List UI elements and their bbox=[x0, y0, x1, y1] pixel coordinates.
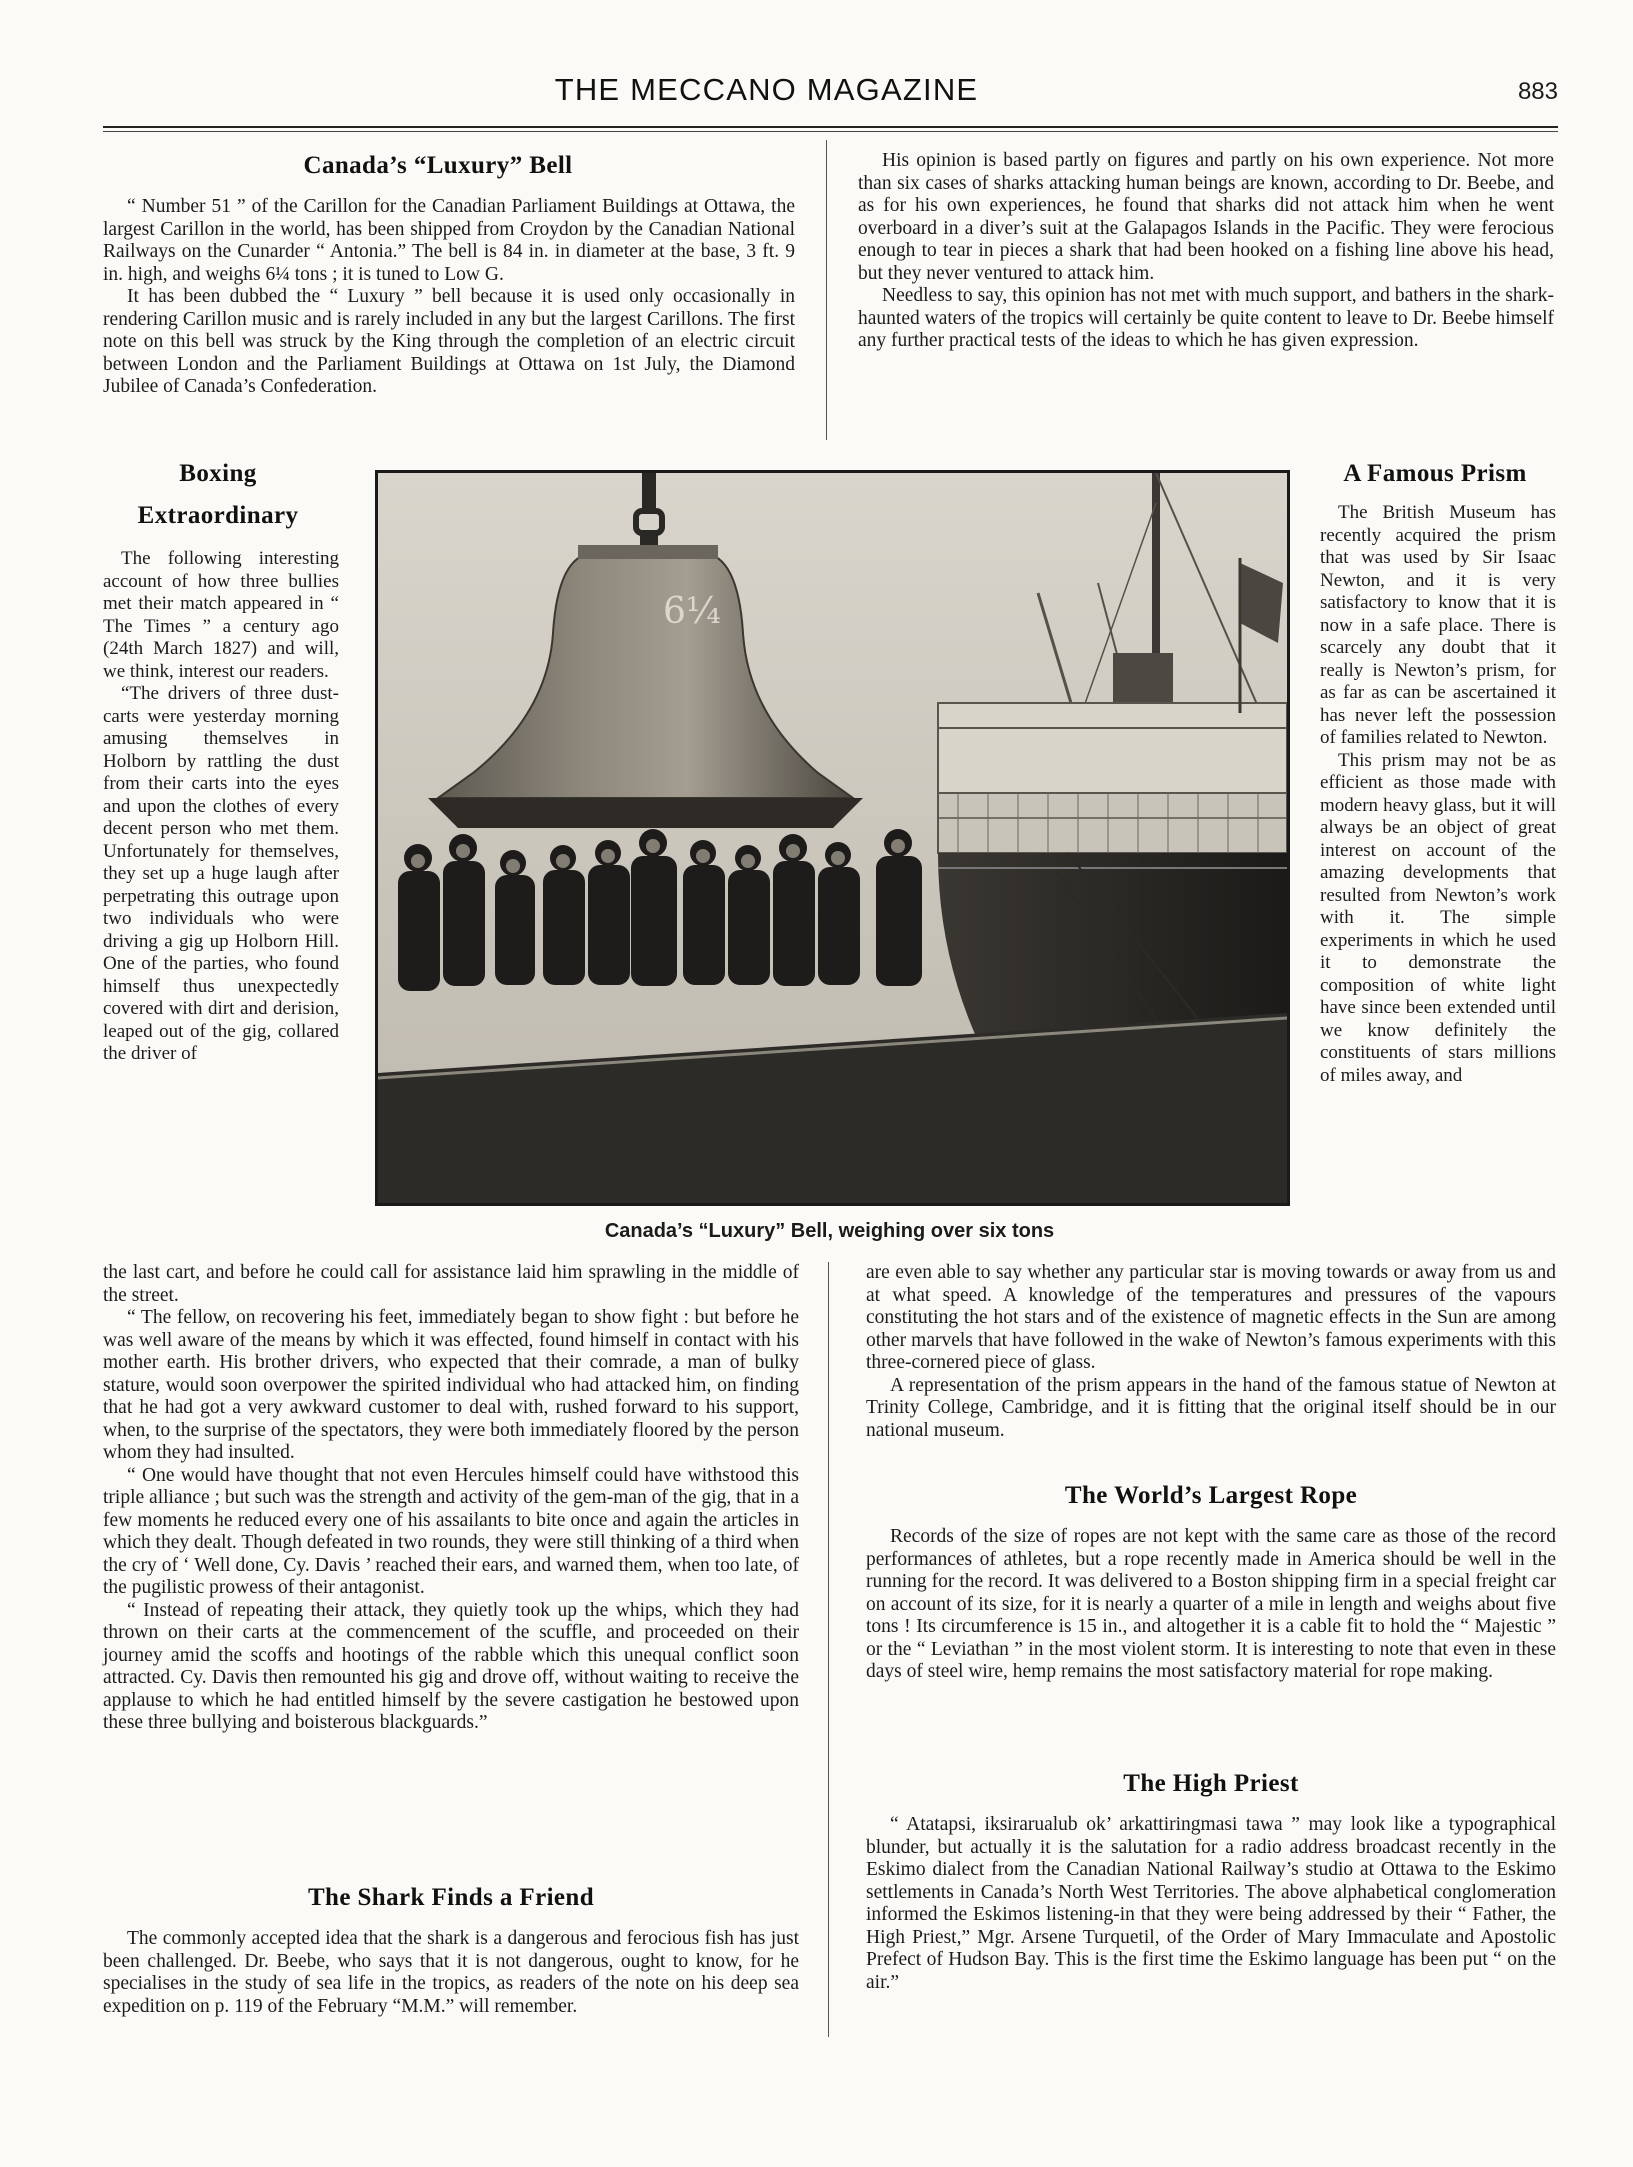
paragraph: It has been dubbed the “ Luxury ” bell because it is used only occasionally in rendering Carillon music and is rarely included in any but the largest Carillons. The first note on this bell was struck by the King through the completion of an electric circuit between London and the Parliament Buildings at Ottawa on 1st July, the Diamond Jubilee of Canada’s Confederation. bbox=[103, 286, 795, 397]
article-shark-continued bbox=[858, 150, 1554, 353]
paragraph: the last cart, and before he could call for assistance laid him sprawling in the middle of the street. bbox=[103, 1262, 799, 1306]
paragraph: Records of the size of ropes are not kept with the same care as those of the record performances of athletes, but a rope recently made in America should be well in the running for the record. It was delivered to a Boston shipping firm in a special freight car on account of its size, for it is nearly a quarter of a mile in length and weighs about five tons ! Its circumference is 15 in., and altogether it is a cable fit to hold the “ Majestic ” or the “ Leviathan ” in the most violent storm. It is interesting to note that even in these days of steel wire, hemp remains the most satisfactory material for rope making. bbox=[866, 1526, 1556, 1682]
paragraph: His opinion is based partly on figures and partly on his own experience. Not more than six cases of sharks attacking human beings are known, according to Dr. Beebe, and as for his own experiences, he found that sharks did not attack him when he went overboard in a diver’s suit at the Galapagos Islands in the Pacific. They were ferocious enough to tear in pieces a shark that had been hooked on a fishing line above his head, but they never ventured to attack him. bbox=[858, 150, 1554, 284]
paragraph: This prism may not be as efficient as those made with modern heavy glass, but it will always be an object of great interest on account of the amazing developments that resulted from Newton’s work with it. The simple experiments in which he used it to demonstrate the composition of white light have since been extended until we know definitely the constituents of stars millions of miles away, and bbox=[1320, 749, 1556, 1086]
bell-photo-illustration bbox=[378, 473, 1287, 1203]
paragraph: “The drivers of three dust-carts were yesterday morning amusing themselves in Holborn by rattling the dust from their carts into the eyes and upon the clothes of every decent person who met them. Unfortunately for themselves, they set up a huge laugh after perpetrating this outrage upon two individuals who were driving a gig up Holborn Hill. One of the parties, who found himself thus unexpectedly covered with dirt and derision, leaped out of the gig, collared the driver of bbox=[103, 683, 339, 1064]
paragraph: The commonly accepted idea that the shark is a dangerous and ferocious fish has just been challenged. Dr. Beebe, who says that it is not dangerous, ought to know, for he specialises in the study of sea life in the tropics, as readers of the note on his deep sea expedition on p. 119 of the February “M.M.” will remember. bbox=[103, 1928, 799, 2017]
bell-marking: 6¼ bbox=[663, 591, 721, 632]
paragraph: Needless to say, this opinion has not met with much support, and bathers in the shark-haunted waters of the tropics will certainly be quite content to leave to Dr. Beebe himself any further practical tests of the ideas to which he has given expression. bbox=[858, 285, 1554, 351]
article-boxing-continued bbox=[103, 1262, 799, 1735]
column-divider-top bbox=[826, 140, 827, 440]
paragraph: A representation of the prism appears in the hand of the famous statue of Newton at Trinity College, Cambridge, and it is fitting that the original itself should be in our national museum. bbox=[866, 1374, 1556, 1441]
article-prism-continued bbox=[866, 1262, 1556, 1442]
paragraph: The British Museum has recently acquired the prism that was used by Sir Isaac Newton, and it is very satisfactory to know that it is now in a safe place. There is scarcely any doubt that it really is Newton’s prism, for as far as can be ascertained it has never left the possession of families related to Newton. bbox=[1320, 502, 1556, 748]
heading-famous-prism: A Famous Prism bbox=[1343, 460, 1527, 487]
article-luxury-bell bbox=[103, 196, 795, 399]
paragraph: “ Instead of repeating their attack, they quietly took up the whips, which they had thrown on their carts at the commencement of the scuffle, and proceeded on their journey amid the scoffs and hootings of the rabble which this unequal conflict soon attracted. Cy. Davis then remounted his gig and drove off, without waiting to receive the applause to which he had entitled himself by the severe castigation he bestowed upon these three bullying and boisterous blackguards.” bbox=[103, 1599, 799, 1733]
header-rule-thin bbox=[103, 131, 1558, 132]
article-shark bbox=[103, 1928, 799, 2018]
page-number: 883 bbox=[1517, 78, 1558, 105]
photo-luxury-bell bbox=[375, 470, 1290, 1206]
heading-shark-friend: The Shark Finds a Friend bbox=[307, 1884, 595, 1911]
paragraph: “ One would have thought that not even Hercules himself could have withstood this triple alliance ; but such was the strength and activity of the gem-man of the gig, that in a few moments he reduced every one of his assailants to bite once and again the articles in which they dealt. Though defeated in two rounds, they were still thinking of a third when the cry of ‘ Well done, Cy. Davis ’ reached their ears, and warned them, when too late, of the pugilistic prowess of their antagonist. bbox=[103, 1464, 799, 1598]
paragraph: The following interesting account of how three bullies met their match appeared in “ The Times ” a century ago (24th March 1827) and will, we think, interest our readers. bbox=[103, 548, 339, 682]
paragraph: “ The fellow, on recovering his feet, immediately began to show fight : but before he was well aware of the means by which it was effected, found himself in contact with his mother earth. His brother drivers, who expected that their comrade, a man of bulky stature, would soon overpower the spirited individual who had attacked him, on finding that he had got a very awkward customer to deal with, rushed forward to his support, when, to the surprise of the spectators, they were both immediately floored by the person whom they had insulted. bbox=[103, 1307, 799, 1463]
article-high-priest bbox=[866, 1814, 1556, 1994]
paragraph: “ Atatapsi, iksirarualub ok’ arkattiringmasi tawa ” may look like a typographical blunder, but actually it is the salutation for a radio address broadcast recently in the Eskimo dialect from the Canadian National Railway’s studio at Ottawa to the Eskimo settlements in Canada’s North West Territories. The above alphabetical conglomeration informed the Eskimos listening-in that they were being addressed by their “ Father, the High Priest,” Mgr. Arsene Turquetil, of the Order of Mary Immaculate and Apostolic Prefect of Hudson Bay. This is the first time the Eskimo language has been put “ on the air.” bbox=[866, 1814, 1556, 1993]
boxing-narrow-column bbox=[103, 548, 339, 1066]
article-rope bbox=[866, 1526, 1556, 1684]
heading-boxing-line2: Extraordinary bbox=[137, 502, 299, 529]
header-rule bbox=[103, 126, 1558, 128]
magazine-title: THE MECCANO MAGAZINE bbox=[554, 72, 979, 107]
column-divider-bottom bbox=[828, 1262, 829, 2037]
heading-high-priest: The High Priest bbox=[1123, 1770, 1299, 1797]
paragraph: “ Number 51 ” of the Carillon for the Canadian Parliament Buildings at Ottawa, the largest Carillon in the world, has been shipped from Croydon by the Canadian National Railways on the Cunarder “ Antonia.” The bell is 84 in. in diameter at the base, 3 ft. 9 in. high, and weighs 6¼ tons ; it is tuned to Low G. bbox=[103, 196, 795, 285]
paragraph: are even able to say whether any particular star is moving towards or away from us and at what speed. A knowledge of the temperatures and pressures of the vapours constituting the hot stars and of the existence of magnetic effects in the Sun are among other marvels that have followed in the wake of Newton’s famous experiments with this three-cornered piece of glass. bbox=[866, 1262, 1556, 1373]
heading-luxury-bell: Canada’s “Luxury” Bell bbox=[303, 152, 573, 179]
prism-narrow-column bbox=[1320, 502, 1556, 1087]
heading-boxing-line1: Boxing bbox=[179, 460, 257, 487]
heading-largest-rope: The World’s Largest Rope bbox=[1064, 1482, 1358, 1509]
photo-caption: Canada’s “Luxury” Bell, weighing over six tons bbox=[604, 1220, 1055, 1242]
